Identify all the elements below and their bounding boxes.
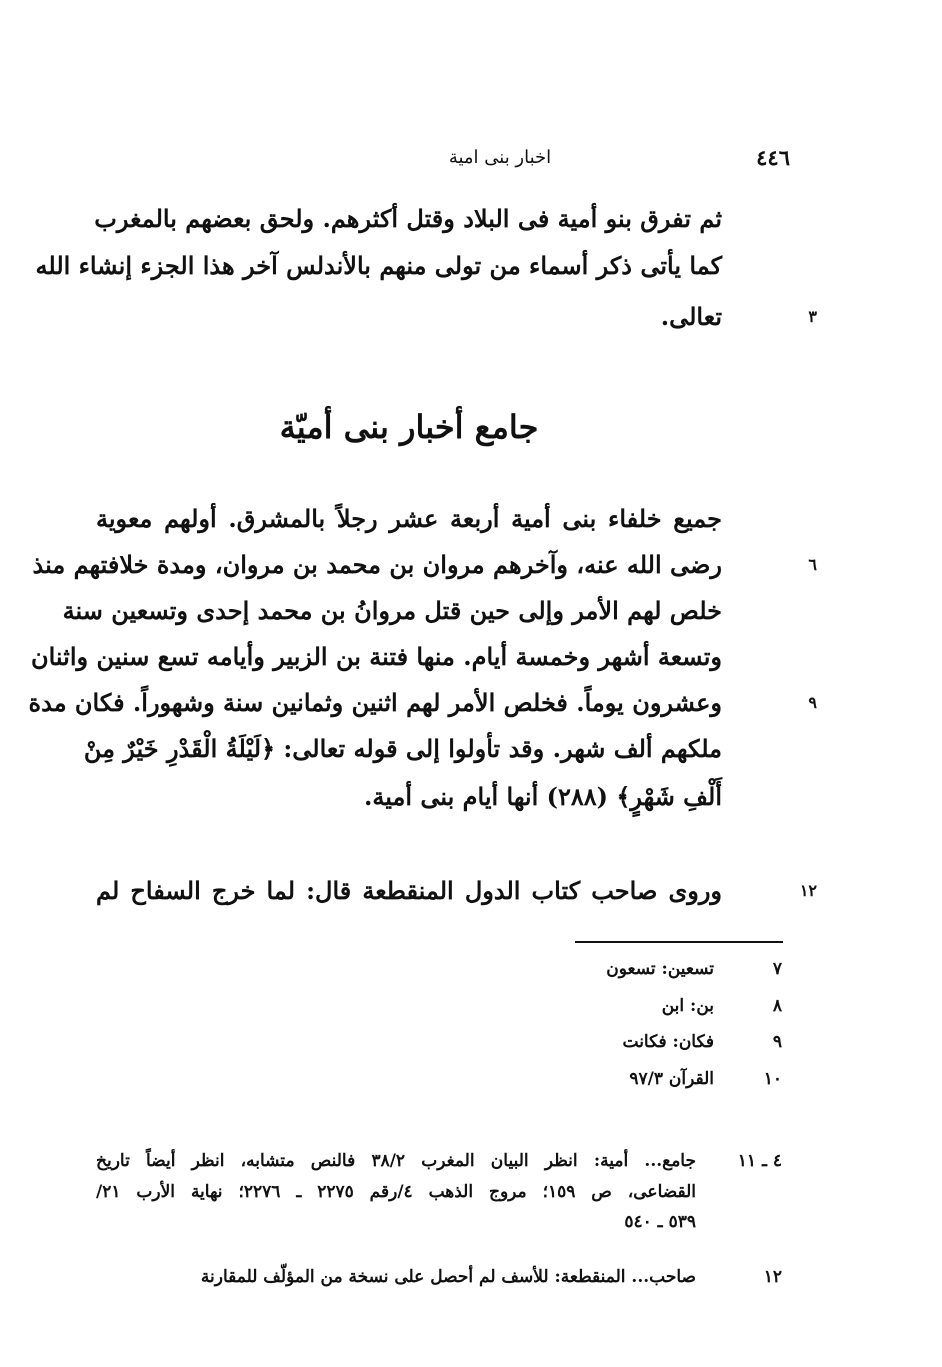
margin-line-number-12: ١٢ <box>799 881 817 900</box>
final-line: وروى صاحب كتاب الدول المنقطعة قال: لما خرج السفاح لم <box>96 876 722 905</box>
section-line-4: وتسعة أشهر وخمسة أيام. منها فتنة بن الزبير وأيامه تسع سنين واثنان <box>30 642 722 671</box>
note-number: ٤ ـ ١١ <box>737 1151 782 1171</box>
intro-line-2: كما يأتى ذكر أسماء من تولى منهم بالأندلس آخر هذا الجزء إنشاء الله <box>35 251 722 280</box>
section-line-7: أَلْفِ شَهْرٍ﴾ (٢٨٨) أنها أيام بنى أمية. <box>364 782 722 811</box>
margin-line-number-6: ٦ <box>808 555 817 574</box>
section-line-3: خلص لهم الأمر وإلى حين قتل مروانُ بن محمد إحدى وتسعين سنة <box>62 596 722 625</box>
note-line: جامع... أمية: انظر البيان المغرب ٣٨/٢ فالنص متشابه، انظر أيضاً تاريخ <box>96 1151 696 1171</box>
note-line: صاحب... المنقطعة: للأسف لم أحصل على نسخة من المؤلّف للمقارنة <box>200 1267 696 1287</box>
running-title: اخبار بنى امية <box>448 147 552 168</box>
running-header <box>100 145 790 179</box>
intro-line-3: تعالى. <box>660 302 722 331</box>
page-number: ٤٤٦ <box>756 145 790 170</box>
note-number: ١٢ <box>763 1267 782 1287</box>
note-line: القضاعى، ص ١٥٩؛ مروج الذهب ٤/رقم ٢٢٧٥ ـ ٢٢٧٦؛ نهاية الأرب ٢١/ <box>96 1182 696 1202</box>
variant-text: فكان: فكانت <box>622 1032 714 1052</box>
variant-number: ٧ <box>772 959 782 979</box>
footnote-rule <box>575 941 783 943</box>
section-line-5: وعشرون يوماً. فخلص الأمر لهم اثنين وثمانين سنة وشهوراً. فكان مدة <box>28 688 722 717</box>
note-line: ٥٣٩ ـ ٥٤٠ <box>624 1212 696 1232</box>
variant-number: ٨ <box>772 996 782 1016</box>
section-title: جامع أخبار بنى أميّة <box>279 408 539 446</box>
margin-line-number-9: ٩ <box>808 693 817 712</box>
margin-line-number-3: ٣ <box>808 307 817 326</box>
variant-number: ١٠ <box>763 1069 782 1089</box>
variant-number: ٩ <box>772 1032 782 1052</box>
section-line-1: جميع خلفاء بنى أمية أربعة عشر رجلاً بالمشرق. أولهم معوية <box>96 504 722 533</box>
variant-text: بن: ابن <box>661 996 714 1016</box>
intro-line-1: ثم تفرق بنو أمية فى البلاد وقتل أكثرهم. ولحق بعضهم بالمغرب <box>94 204 722 233</box>
section-line-6: ملكهم ألف شهر. وقد تأولوا إلى قوله تعالى: ﴿لَيْلَةُ الْقَدْرِ خَيْرٌ مِنْ <box>83 734 722 763</box>
variant-text: تسعين: تسعون <box>606 959 714 979</box>
variant-text: القرآن ٩٧/٣ <box>629 1069 714 1089</box>
section-line-2: رضى الله عنه، وآخرهم مروان بن محمد بن مروان، ومدة خلافتهم منذ <box>32 550 722 579</box>
